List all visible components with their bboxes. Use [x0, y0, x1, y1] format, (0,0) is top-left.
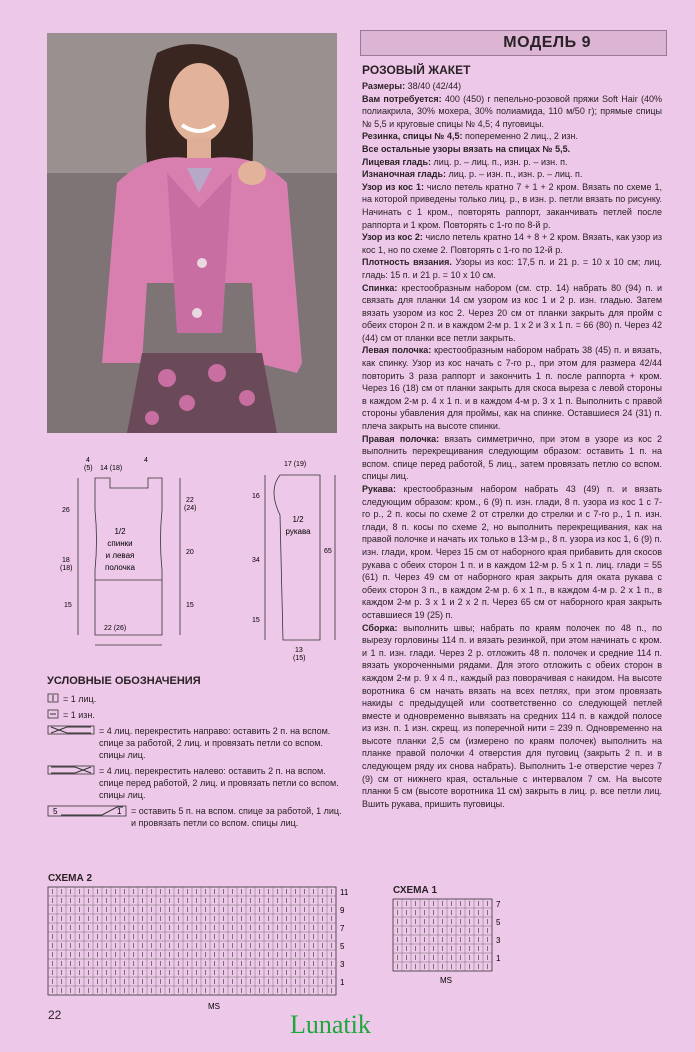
sleeve-label-2: рукава: [285, 527, 311, 536]
back-right-22: 22: [186, 497, 194, 504]
paragraph-label: Все остальные узоры вязать на спицах № 5,5.: [362, 143, 571, 154]
instruction-paragraph: [362, 168, 662, 181]
sleeve-bottom-15: (15): [293, 655, 306, 662]
paragraph-label: Изнаночная гладь:: [362, 169, 447, 180]
model-photo: [47, 33, 337, 433]
instruction-paragraph: [362, 282, 662, 345]
paragraph-text: число петель кратно 7 + 1 + 2 кром. Вязать по схеме 1, на которой приведены только лиц. р., в изн. р. петли вязать по рисунку. Начинать с 1 кром., повторять раппорт, заканчивать петлей после раппорта и 1 кром. Повторять с 1-го по 8-й р.: [362, 181, 662, 230]
instruction-paragraph: [362, 344, 662, 432]
paragraph-label: Размеры:: [362, 81, 406, 91]
paragraph-text: крестообразным набором (см. стр. 14) набрать 80 (94) п. и связать для планки 14 см узором из кос 1 и 2 р. изн. гладью. Затем вязать узором из кос 2. Через 20 см от планки закрыть для пройм с обеих сторон 2 п. и в каждом 2-м р. 1 х 2 и 3 х 1 п. = 66 (80) п. Через 42 (44) см от планки все петли закрыть.: [362, 282, 662, 343]
sleeve-schematic: [265, 475, 335, 640]
paragraph-text: лиц. р. – изн. п., изн. р. – лиц. п.: [446, 169, 583, 180]
schema2-chart: [40, 885, 355, 1011]
instruction-paragraph: [362, 256, 662, 281]
paragraph-label: Узор из кос 2:: [362, 232, 423, 243]
instruction-paragraph: [362, 433, 662, 483]
row-number: 1: [340, 978, 345, 987]
back-top-4b: 4: [144, 457, 148, 464]
paragraph-label: Спинка:: [362, 282, 398, 293]
paragraph-label: Узор из кос 1:: [362, 181, 424, 192]
model-number: МОДЕЛЬ 9: [503, 34, 591, 51]
paragraph-text: крестообразным набором набрать 43 (49) п. и вязать следующим образом: кром., 6 (9) п. изн. глади, 8 п. узора из кос 1 с 7-го р., 2 п. косы по схеме 2 от стрелки до стрелки и с 7-го р., 1 п. изн. глади, 8 п. косы по схеме 2, но выполнить перекрещивания, как на правой полочке и начать их только в 13-м р., 8 п. узора из кос 1, 6 (9) п. изн. глади, кром. Через 15 см от наборного края прибавить для скосов рукава с обеих сторон 1 п. и в каждом 12-м р. 5 х 1 п. лиц. глади = 55 (61) п. Через 49 см от наборного края закрыть для оката рукава с обеих сторон 3 п., в каждом 2-м р. 6 х 1 п., в каждом 4-м р. 2 х 1 п., в каждом 2-м р. 3 х 1 и 2 х 2 п. Через 65 см от наборного края закрыть оставшиеся 19 (25) п.: [362, 484, 662, 620]
instruction-paragraph: [362, 483, 662, 622]
cable-symbol-1: 1: [117, 807, 122, 816]
legend-item: [47, 725, 347, 761]
sleeve-left-16: 16: [252, 493, 260, 500]
sleeve-bottom-13: 13: [295, 647, 303, 654]
row-number: 7: [340, 924, 345, 933]
row-number: 5: [496, 918, 501, 927]
back-label-2: спинки: [107, 539, 133, 548]
cross-right-icon: [47, 725, 95, 735]
legend-item: [47, 805, 347, 829]
back-right-24: (24): [184, 505, 197, 512]
legend-item: [47, 693, 347, 705]
legend-item: [47, 709, 347, 721]
legend: [47, 675, 347, 833]
row-number: 3: [496, 936, 501, 945]
paragraph-text: попеременно 2 лиц., 2 изн.: [462, 131, 578, 142]
sleeve-right-65: 65: [324, 548, 332, 555]
paragraph-text: число петель кратно 14 + 8 + 2 кром. Вязать, как узор из кос 1, но по схеме 2. Повторять с 1-го по 12-й р.: [362, 232, 662, 255]
sleeve-left-34: 34: [252, 557, 260, 564]
page-number: 22: [48, 1008, 62, 1022]
paragraph-text: лиц. р. – лиц. п., изн. р. – изн. п.: [431, 156, 568, 167]
legend-text: = 4 лиц. перекрестить направо: оставить 2 п. на вспом. спице за работой, 2 лиц. и провязать петли со вспом. спицы лиц.: [99, 726, 331, 760]
back-label-4: полочка: [105, 563, 135, 572]
legend-title: УСЛОВНЫЕ ОБОЗНАЧЕНИЯ: [47, 675, 201, 687]
instruction-paragraph: [362, 231, 662, 256]
back-bottom: 22 (26): [104, 625, 127, 632]
back-top-14: 14 (18): [100, 465, 123, 472]
cable-symbol-5: 5: [53, 807, 58, 816]
cross-left-icon: [47, 765, 95, 775]
paragraph-text: вязать симметрично, при этом в узоре из кос 2 выполнить перекрещивания следующим образом: оставить 1 п. на вспом. спице перед работой, 5 лиц., затем провязать петлю со вспом. спицы лиц.: [362, 433, 662, 482]
sleeve-label-1: 1/2: [292, 515, 304, 524]
legend-text: = 4 лиц. перекрестить налево: оставить 2 п. на вспом. спице перед работой, 2 лиц. и провязать петли со вспом. спицы лиц.: [99, 766, 339, 800]
paragraph-label: Правая полочка:: [362, 433, 440, 444]
paragraph-label: Вам потребуется:: [362, 93, 442, 104]
cable-5-1-icon: [47, 805, 127, 817]
ms-label: MS: [208, 1002, 220, 1011]
paragraph-label: Рукава:: [362, 484, 396, 494]
paragraph-label: Сборка:: [362, 622, 398, 633]
schema2-title: СХЕМА 2: [48, 873, 93, 884]
back-right-20: 20: [186, 549, 194, 556]
sleeve-top: 17 (19): [284, 461, 307, 468]
paragraph-label: Левая полочка:: [362, 345, 432, 356]
row-number: 11: [340, 888, 349, 897]
paragraph-label: Лицевая гладь:: [362, 156, 432, 167]
paragraph-text: выполнить швы; набрать по краям полочек по 48 п., по вырезу горловины 114 п. и вязать резинкой, при этом начинать с кром. и 1 п. изн. глади. Через 2 р. отложить 48 п. полочек и средние 114 п. вязать укороченными рядами. Для этого отложить с обеих сторон в каждом 2-м р. 9 х 4 п., каждый раз поворачивая с накидом. На высоте воротника 6 см начать вязать на всех петлях, при этом провязать накиды с предыдущей или соответственно со следующей петлей вместе и одновременно вывязать на средних 114 п. в каждой полосе из изн. п. 1 изн. скрещ. из поперечной нити = 239 п. Одновременно на высоте планки 2,5 см (измерено по краям полочек) выполнить на планке правой полочки 4 отверстия для пуговиц (закрыть 2 п. и в следующем ряду их снова набрать). Выполнить 1-е отверстие через 7 (9) см от нижнего края, остальные с интервалом 7 см. На высоте планки 5 см (высоте воротника 11 см) закрыть в лиц. р. все петли лиц. Вшить рукава, пришить пуговицы.: [362, 622, 662, 809]
watermark-text: Lunatik: [290, 1010, 371, 1039]
instruction-paragraph: [362, 156, 662, 169]
paragraph-text: крестообразным набором набрать 38 (45) п. и вязать, как спинку. Узор из кос начать с 7-го р., при этом для размера 42/44 повторить 3 раза раппорт и закончить 1 п. после раппорта + кром. Через 16 (18) см от планки закрыть для скоса выреза с левой стороны в каждом 2-м р. 4 х 1 п. и в каждом 4-м р. 3 х 1 п. Выполнить с правой стороны убавления для проймы, как на спинке. Оставшиеся 24 (31) п. плеча закрыть на высоте спинки.: [362, 345, 662, 432]
schema1-grid: [393, 899, 501, 985]
purl-stitch-icon: [47, 709, 59, 719]
paragraph-text: 400 (450) г пепельно-розовой пряжи Soft Hair (40% полиакрила, 30% мохера, 30% полиамида, 110 м/50 г); прямые спицы № 5,5 и круговые спицы № 4,5; 4 пуговицы.: [362, 93, 663, 129]
paragraph-text: Узоры из кос: 17,5 п. и 21 р. = 10 х 10 см; лиц. гладь: 15 п. и 21 р. = 10 х 10 см.: [362, 257, 662, 280]
legend-item: [47, 765, 347, 801]
knit-stitch-icon: [47, 693, 59, 703]
paragraph-text: 38/40 (42/44): [405, 81, 462, 91]
back-top-5: (5): [84, 465, 93, 472]
paragraph-label: Резинка, спицы № 4,5:: [362, 131, 463, 142]
paragraph-label: Плотность вязания.: [362, 257, 452, 268]
schema1-title: СХЕМА 1: [393, 885, 438, 896]
row-number: 1: [496, 954, 501, 963]
back-left-15: 15: [64, 602, 72, 609]
instruction-paragraph: [362, 93, 662, 131]
back-right-15: 15: [186, 602, 194, 609]
legend-text: = 1 лиц.: [63, 694, 97, 704]
instruction-paragraph: [362, 622, 662, 811]
instruction-paragraph: [362, 143, 662, 156]
sleeve-left-15: 15: [252, 617, 260, 624]
back-top-4a: 4: [86, 457, 90, 464]
row-number: 3: [340, 960, 345, 969]
row-number: 7: [496, 900, 501, 909]
instructions-text: [362, 80, 662, 810]
model-header: [360, 30, 667, 56]
back-left-26: 26: [62, 507, 70, 514]
ms-label: MS: [440, 976, 452, 985]
back-left-18b: (18): [60, 565, 73, 572]
row-number: 5: [340, 942, 345, 951]
schema1-chart: [385, 897, 515, 985]
back-left-18: 18: [62, 557, 70, 564]
legend-text: = оставить 5 п. на вспом. спице за работой, 1 лиц. и провязать петли со вспом. спицы лиц.: [131, 806, 342, 828]
instruction-paragraph: [362, 130, 662, 143]
garment-schematics: [40, 450, 360, 670]
schema2-grid: [48, 887, 349, 1011]
back-label-1: 1/2: [114, 527, 126, 536]
instruction-paragraph: [362, 80, 662, 93]
instruction-paragraph: [362, 181, 662, 231]
back-schematic: [78, 478, 180, 645]
legend-text: = 1 изн.: [63, 710, 95, 720]
pattern-title: РОЗОВЫЙ ЖАКЕТ: [362, 63, 471, 77]
row-number: 9: [340, 906, 345, 915]
back-label-3: и левая: [105, 551, 135, 560]
